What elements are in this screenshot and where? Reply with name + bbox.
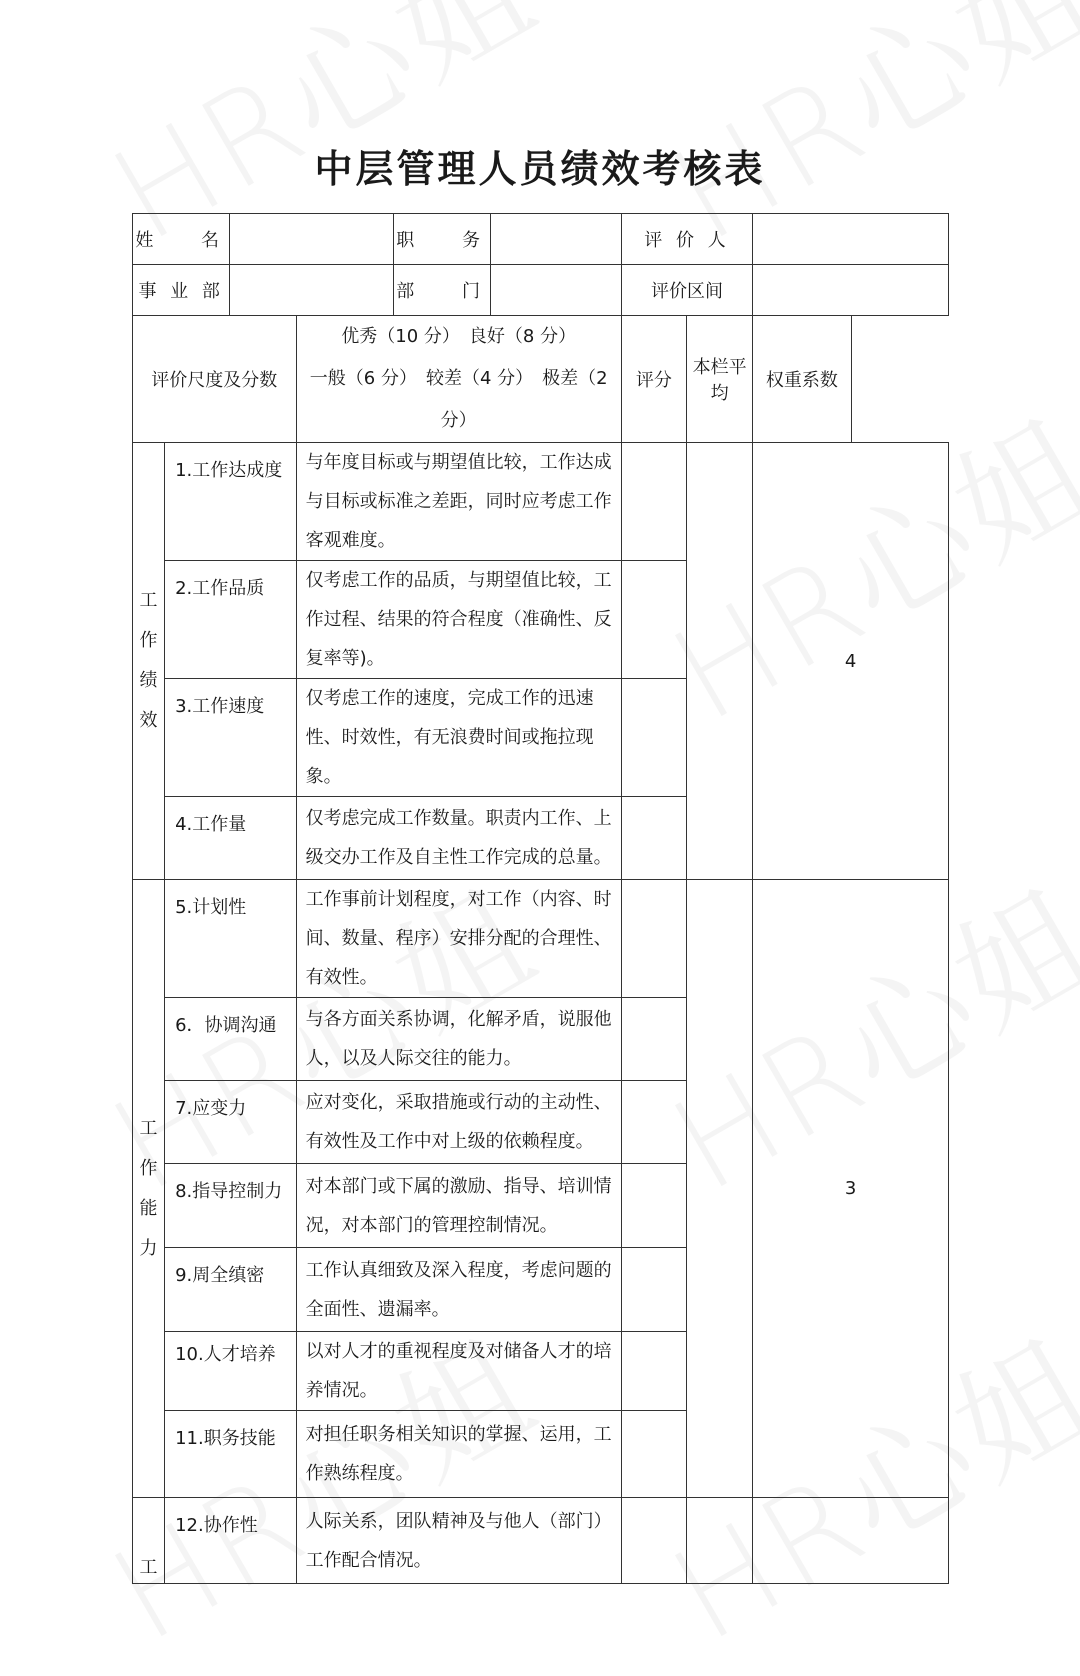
header-row-2: [133, 265, 949, 316]
score-cell[interactable]: [621, 1411, 686, 1498]
average-cell[interactable]: [686, 880, 752, 1498]
weight-cell: [753, 1498, 949, 1584]
score-cell[interactable]: [621, 1164, 686, 1248]
item-description: 人际关系，团队精神及与他人（部门）工作配合情况。: [296, 1498, 621, 1584]
item-description: 与年度目标或与期望值比较，工作达成与目标或标准之差距，同时应考虑工作客观难度。: [296, 443, 621, 561]
item-name: 3.工作速度: [165, 679, 296, 797]
position-label: 职 务: [393, 214, 490, 265]
table-row: [133, 443, 949, 561]
scale-line-2: 一般（6 分） 较差（4 分） 极差（2 分）: [309, 368, 608, 431]
table-row: [133, 1498, 949, 1584]
name-field[interactable]: [230, 214, 394, 265]
category-work-ability: 工 作 能 力: [133, 880, 165, 1498]
item-description: 对担任职务相关知识的掌握、运用，工作熟练程度。: [296, 1411, 621, 1498]
item-name: 2.工作品质: [165, 561, 296, 679]
item-name: 5.计划性: [165, 880, 296, 998]
item-name: 9.周全缜密: [165, 1248, 296, 1332]
division-label: 事 业 部: [133, 265, 230, 316]
evaluator-label: 评 价 人: [621, 214, 752, 265]
scale-line-1: 优秀（10 分） 良好（8 分）: [341, 326, 577, 347]
department-label: 部 门: [393, 265, 490, 316]
period-label: 评价区间: [621, 265, 752, 316]
scale-description: [296, 316, 621, 443]
item-description: 工作认真细致及深入程度，考虑问题的全面性、遗漏率。: [296, 1248, 621, 1332]
item-name: 11.职务技能: [165, 1411, 296, 1498]
score-cell[interactable]: [621, 1332, 686, 1411]
score-cell[interactable]: [621, 797, 686, 880]
scale-row: [133, 316, 949, 443]
item-name: 12.协作性: [165, 1498, 296, 1584]
category-work-performance: 工 作 绩 效: [133, 443, 165, 880]
item-description: 仅考虑完成工作数量。职责内工作、上级交办工作及自主性工作完成的总量。: [296, 797, 621, 880]
score-cell[interactable]: [621, 998, 686, 1081]
score-cell[interactable]: [621, 1248, 686, 1332]
item-name: 10.人才培养: [165, 1332, 296, 1411]
item-description: 与各方面关系协调，化解矛盾，说服他人，以及人际交往的能力。: [296, 998, 621, 1081]
item-name: 7.应变力: [165, 1081, 296, 1164]
average-cell[interactable]: [686, 443, 752, 880]
score-cell[interactable]: [621, 679, 686, 797]
weight-cell: 3: [753, 880, 949, 1498]
score-cell[interactable]: [621, 443, 686, 561]
item-description: 仅考虑工作的速度，完成工作的迅速性、时效性，有无浪费时间或拖拉现象。: [296, 679, 621, 797]
header-row-1: [133, 214, 949, 265]
department-field[interactable]: [491, 265, 621, 316]
evaluator-field[interactable]: [753, 214, 949, 265]
scale-label: 评价尺度及分数: [133, 316, 297, 443]
page-title: 中层管理人员绩效考核表: [314, 147, 766, 191]
item-name: 6．协调沟通: [165, 998, 296, 1081]
item-description: 仅考虑工作的品质，与期望值比较，工作过程、结果的符合程度（准确性、反复率等)。: [296, 561, 621, 679]
table-row: [133, 880, 949, 998]
item-description: 应对变化，采取措施或行动的主动性、有效性及工作中对上级的依赖程度。: [296, 1081, 621, 1164]
item-name: 8.指导控制力: [165, 1164, 296, 1248]
item-name: 4.工作量: [165, 797, 296, 880]
score-cell[interactable]: [621, 1498, 686, 1584]
period-field[interactable]: [753, 265, 949, 316]
average-cell[interactable]: [686, 1498, 752, 1584]
score-cell[interactable]: [621, 561, 686, 679]
average-header: 本栏平均: [686, 316, 752, 443]
item-description: 对本部门或下属的激励、指导、培训情况，对本部门的管理控制情况。: [296, 1164, 621, 1248]
score-header: 评分: [621, 316, 686, 443]
position-field[interactable]: [491, 214, 621, 265]
score-cell[interactable]: [621, 880, 686, 998]
weight-cell: 4: [753, 443, 949, 880]
item-description: 工作事前计划程度，对工作（内容、时间、数量、程序）安排分配的合理性、有效性。: [296, 880, 621, 998]
item-name: 1.工作达成度: [165, 443, 296, 561]
name-label: 姓 名: [133, 214, 230, 265]
category-teamwork: 工: [133, 1498, 165, 1584]
score-cell[interactable]: [621, 1081, 686, 1164]
weight-header: 权重系数: [753, 316, 851, 443]
item-description: 以对人才的重视程度及对储备人才的培养情况。: [296, 1332, 621, 1411]
division-field[interactable]: [230, 265, 394, 316]
appraisal-table: [132, 213, 949, 1584]
